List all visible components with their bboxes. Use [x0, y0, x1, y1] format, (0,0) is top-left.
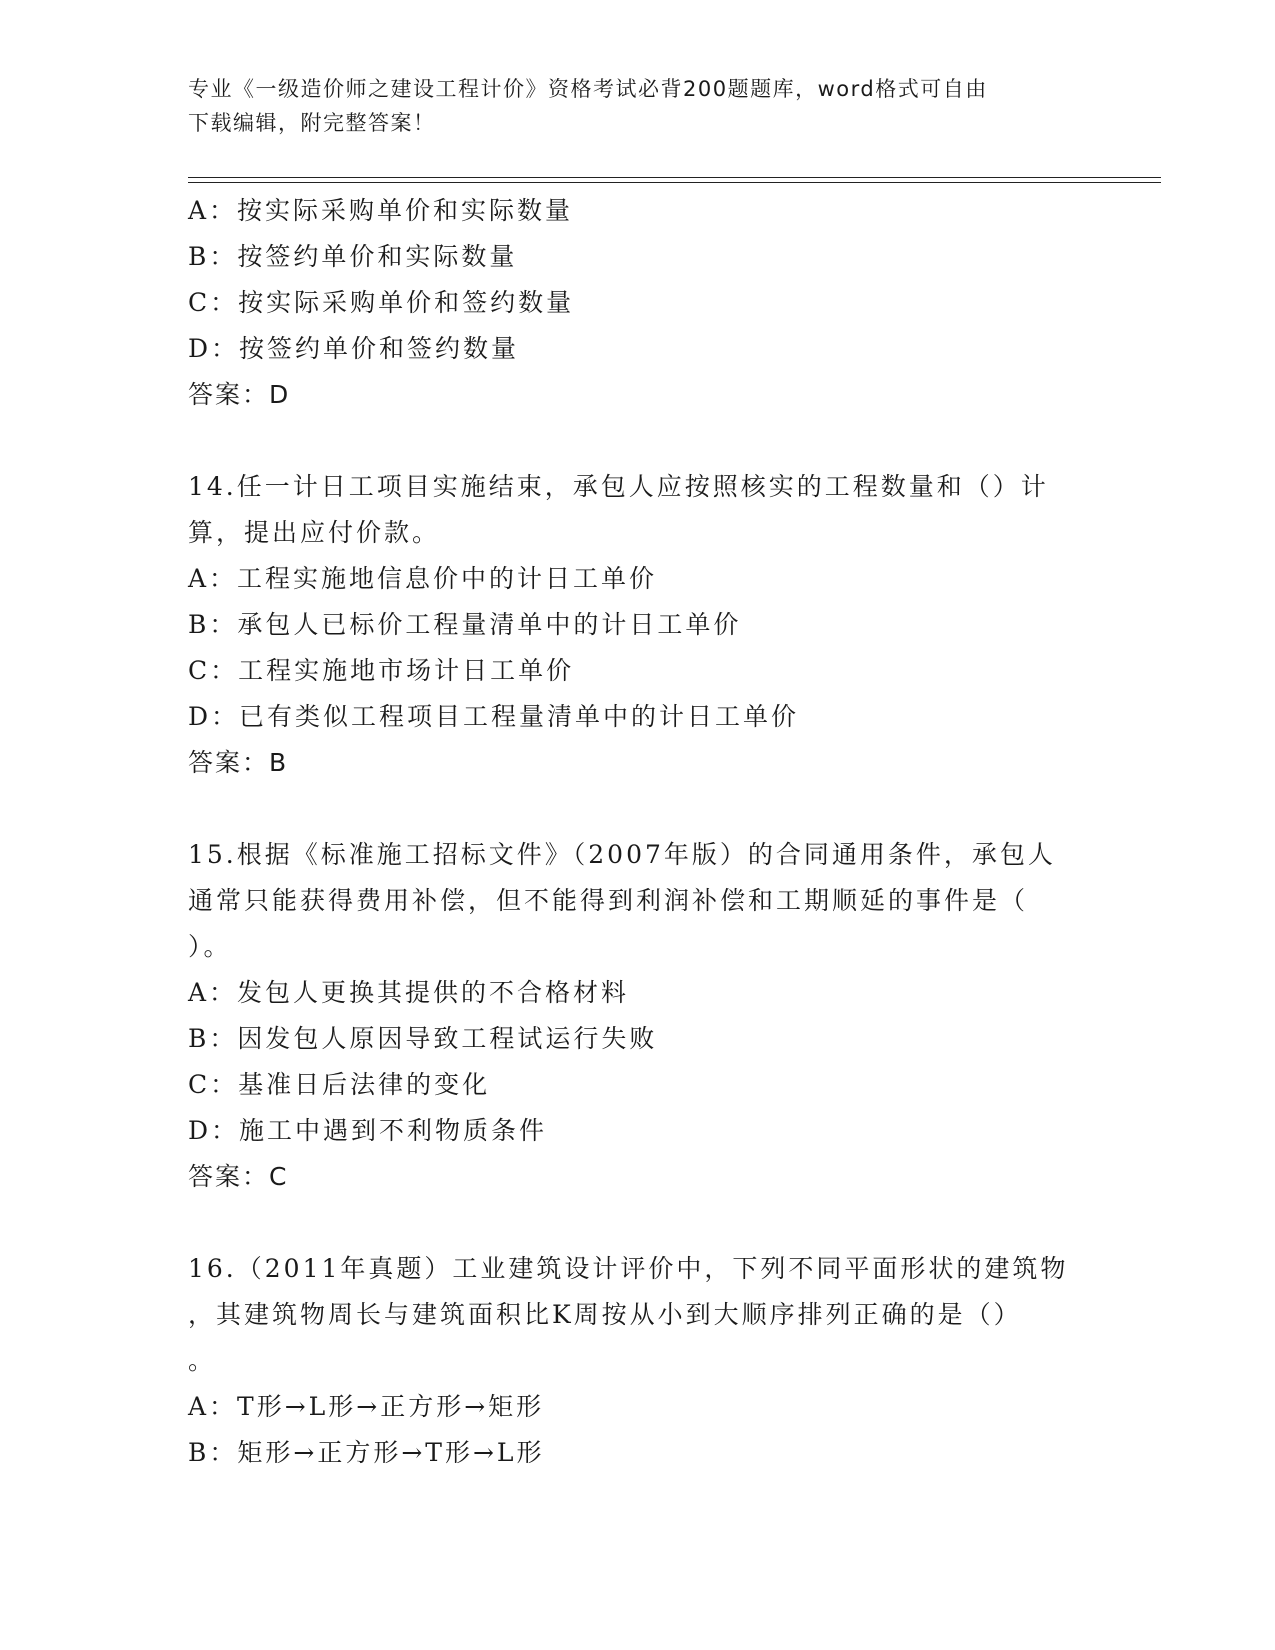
option-c: C：基准日后法律的变化: [188, 1070, 491, 1099]
answer: 答案：C: [188, 1162, 289, 1191]
option-a: A：T形→L形→正方形→矩形: [188, 1392, 545, 1421]
question-stem-line-1: 15.根据《标准施工招标文件》（2007年版）的合同通用条件，承包人: [188, 840, 1056, 869]
option-d: D：施工中遇到不利物质条件: [188, 1116, 548, 1145]
header-line-1: 专业《一级造价师之建设工程计价》资格考试必背200题题库，word格式可自由: [188, 77, 988, 101]
answer: 答案：D: [188, 380, 291, 409]
question-16: [188, 1246, 1088, 1476]
question-stem-line-1: 14.任一计日工项目实施结束，承包人应按照核实的工程数量和（）计: [188, 472, 1049, 501]
document-header: [188, 72, 1088, 140]
option-a: A：按实际采购单价和实际数量: [188, 196, 574, 225]
question-list: [188, 188, 1088, 1476]
option-c: C：工程实施地市场计日工单价: [188, 656, 575, 685]
option-d: D：已有类似工程项目工程量清单中的计日工单价: [188, 702, 800, 731]
spacer: [188, 1200, 1088, 1246]
question-stem-line-2: 通常只能获得费用补偿，但不能得到利润补偿和工期顺延的事件是（: [188, 886, 1029, 915]
header-divider-top: [188, 177, 1161, 178]
question-13: [188, 188, 1088, 418]
option-a: A：发包人更换其提供的不合格材料: [188, 978, 630, 1007]
question-stem-line-2: 算，提出应付价款。: [188, 518, 441, 547]
answer: 答案：B: [188, 748, 289, 777]
question-15: [188, 832, 1088, 1200]
question-stem-line-3: ）。: [188, 932, 232, 961]
option-b: B：按签约单价和实际数量: [188, 242, 518, 271]
question-stem-line-2: ，其建筑物周长与建筑面积比K周按从小到大顺序排列正确的是（）: [188, 1300, 1022, 1329]
spacer: [188, 786, 1088, 832]
option-d: D：按签约单价和签约数量: [188, 334, 520, 363]
option-b: B：因发包人原因导致工程试运行失败: [188, 1024, 658, 1053]
option-b: B：承包人已标价工程量清单中的计日工单价: [188, 610, 742, 639]
question-stem-line-1: 16.（2011年真题）工业建筑设计评价中，下列不同平面形状的建筑物: [188, 1254, 1069, 1283]
spacer: [188, 418, 1088, 464]
question-stem-line-3: 。: [188, 1346, 217, 1375]
option-c: C：按实际采购单价和签约数量: [188, 288, 575, 317]
question-14: [188, 464, 1088, 786]
header-line-2: 下载编辑，附完整答案！: [188, 111, 436, 135]
option-a: A：工程实施地信息价中的计日工单价: [188, 564, 658, 593]
option-b: B：矩形→正方形→T形→L形: [188, 1438, 545, 1467]
header-divider-bottom: [188, 182, 1161, 183]
